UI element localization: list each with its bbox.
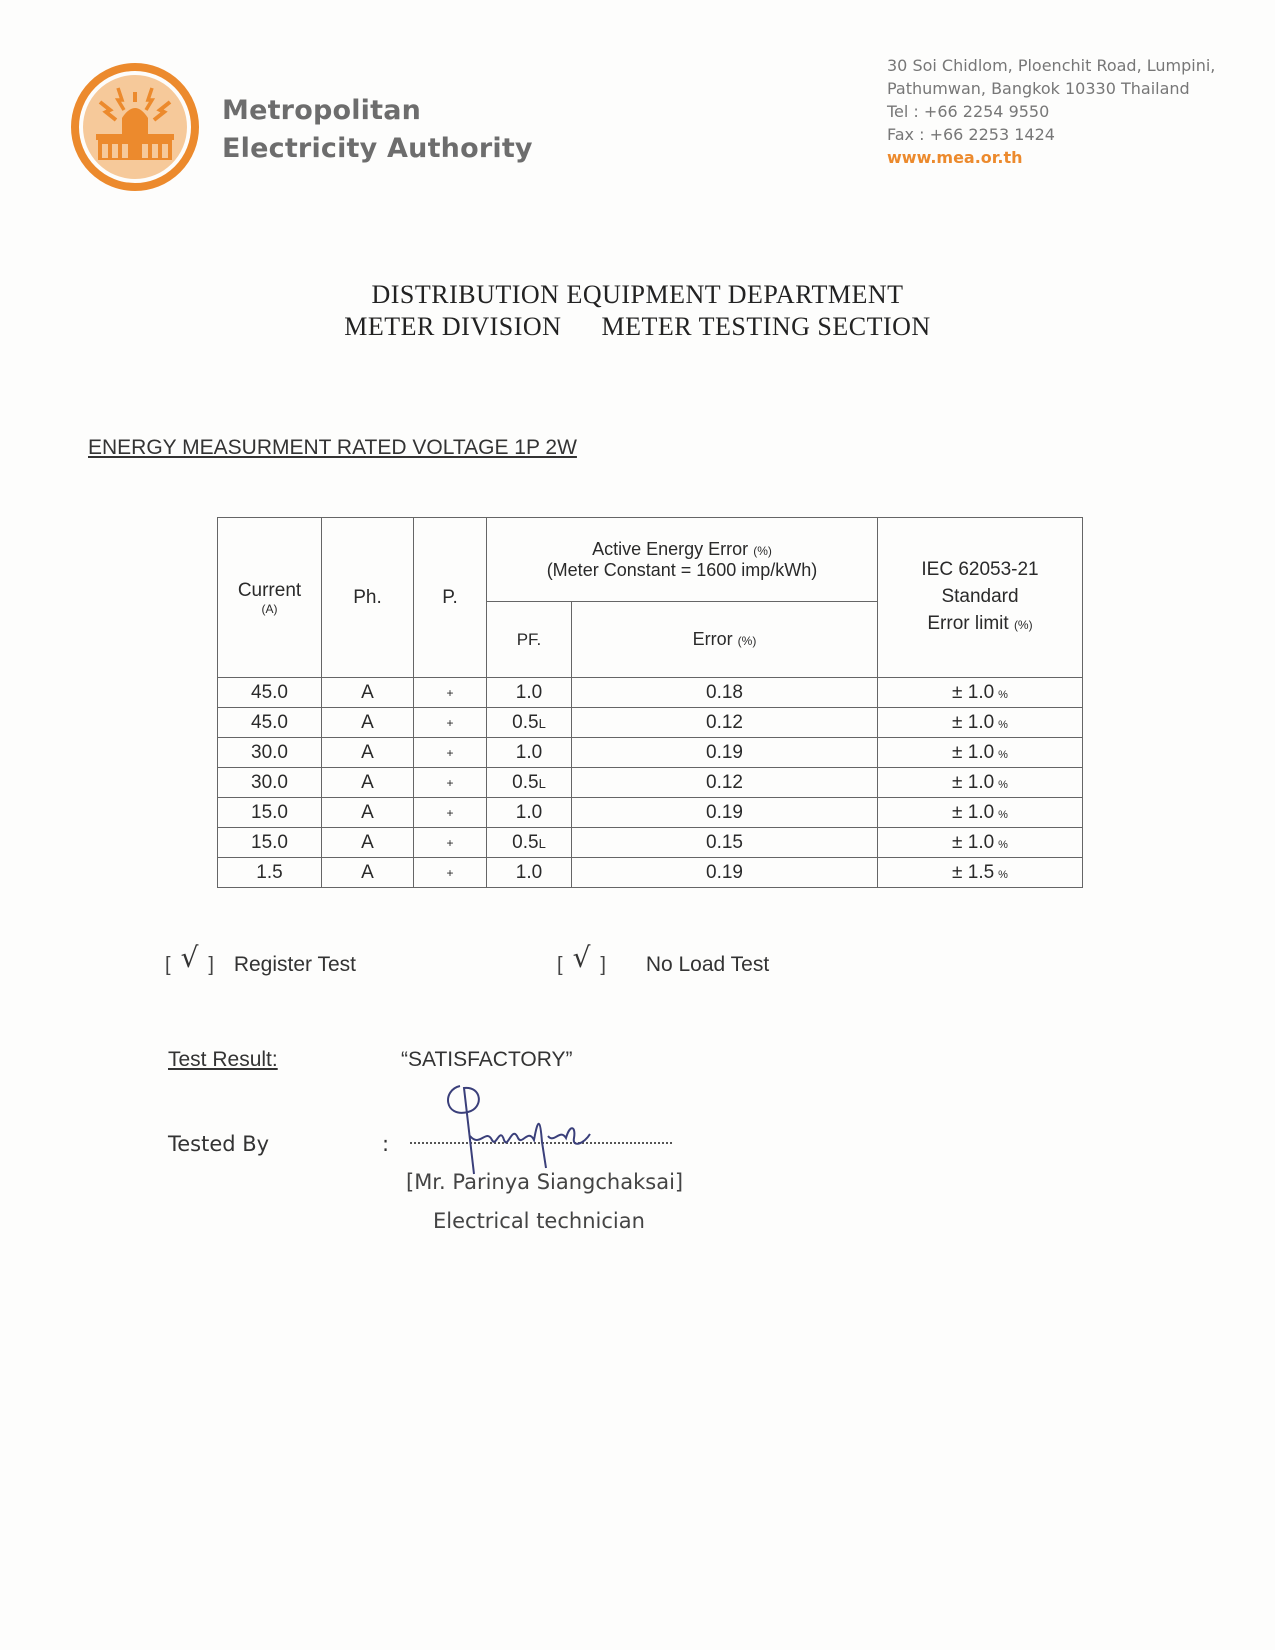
table-row	[218, 768, 1083, 798]
pf-value: 0.5	[512, 831, 539, 853]
measurement-section-title: ENERGY MEASURMENT RATED VOLTAGE 1P 2W	[88, 436, 577, 459]
pf-cell	[487, 798, 572, 828]
phase-cell: A	[322, 858, 414, 888]
limit-unit: %	[998, 718, 1008, 731]
measurement-table	[217, 517, 1083, 888]
limit-cell	[878, 858, 1083, 888]
technician-title: Electrical technician	[433, 1209, 645, 1233]
table-row	[218, 828, 1083, 858]
error-cell: 0.19	[572, 738, 878, 768]
error-cell: 0.12	[572, 708, 878, 738]
current-cell: 30.0	[218, 768, 322, 798]
limit-value: ± 1.0	[952, 681, 995, 703]
limit-cell	[878, 708, 1083, 738]
table-row	[218, 708, 1083, 738]
error-cell: 0.12	[572, 768, 878, 798]
pf-suffix: L	[538, 835, 546, 851]
limit-cell	[878, 678, 1083, 708]
header-pf: PF.	[487, 602, 572, 678]
pf-cell	[487, 828, 572, 858]
mea-logo-icon	[70, 62, 200, 192]
fax-number: Fax : +66 2253 1424	[887, 125, 1055, 144]
limit-value: ± 1.0	[952, 771, 995, 793]
organization-name	[222, 92, 533, 168]
no-load-test-checkmark-icon: √	[572, 941, 591, 974]
pf-cell	[487, 738, 572, 768]
no-load-test-check	[557, 941, 770, 978]
register-test-bracket-open: [	[165, 954, 171, 976]
header-active-energy: Active Energy Error (%) (Meter Constant = 1600 imp/kWh)	[487, 518, 878, 602]
handwritten-signature-icon	[440, 1078, 610, 1178]
pf-cell	[487, 708, 572, 738]
department-title: DISTRIBUTION EQUIPMENT DEPARTMENT	[371, 280, 904, 309]
website-link[interactable]: www.mea.or.th	[887, 148, 1023, 167]
org-name-line2: Electricity Authority	[222, 133, 533, 164]
header-p: P.	[414, 518, 487, 678]
p-cell: +	[414, 708, 487, 738]
limit-value: ± 1.0	[952, 711, 995, 733]
pf-suffix: L	[538, 775, 546, 791]
tel-number: Tel : +66 2254 9550	[887, 102, 1050, 121]
limit-cell	[878, 768, 1083, 798]
error-cell: 0.19	[572, 798, 878, 828]
p-cell: +	[414, 678, 487, 708]
division-section-title	[0, 312, 1275, 342]
pf-cell	[487, 858, 572, 888]
limit-unit: %	[998, 838, 1008, 851]
p-cell: +	[414, 798, 487, 828]
phase-cell: A	[322, 798, 414, 828]
phase-cell: A	[322, 708, 414, 738]
p-cell: +	[414, 768, 487, 798]
current-cell: 30.0	[218, 738, 322, 768]
p-cell: +	[414, 858, 487, 888]
limit-cell	[878, 738, 1083, 768]
register-test-bracket-close: ]	[208, 954, 214, 976]
phase-cell: A	[322, 678, 414, 708]
limit-cell	[878, 828, 1083, 858]
p-cell: +	[414, 828, 487, 858]
technician-name: [Mr. Parinya Siangchaksai]	[406, 1170, 684, 1194]
current-cell: 15.0	[218, 828, 322, 858]
limit-value: ± 1.0	[952, 741, 995, 763]
limit-unit: %	[998, 778, 1008, 791]
pf-suffix: L	[538, 715, 546, 731]
table-row	[218, 858, 1083, 888]
current-cell: 45.0	[218, 678, 322, 708]
limit-value: ± 1.0	[952, 801, 995, 823]
measurement-rows	[218, 678, 1083, 888]
division-title: METER DIVISION	[344, 312, 562, 341]
no-load-test-bracket-open: [	[557, 954, 563, 976]
limit-value: ± 1.0	[952, 831, 995, 853]
register-test-checkmark-icon: √	[180, 941, 199, 974]
error-cell: 0.18	[572, 678, 878, 708]
limit-unit: %	[998, 688, 1008, 701]
header-error: Error (%)	[572, 602, 878, 678]
tested-by-colon: :	[382, 1132, 390, 1156]
pf-cell	[487, 678, 572, 708]
test-result-value: “SATISFACTORY”	[401, 1048, 573, 1071]
org-name-line1: Metropolitan	[222, 95, 422, 126]
phase-cell: A	[322, 828, 414, 858]
pf-cell	[487, 768, 572, 798]
no-load-test-label: No Load Test	[645, 953, 770, 976]
section-name: METER TESTING SECTION	[601, 312, 931, 341]
pf-value: 1.0	[515, 801, 543, 823]
no-load-test-bracket-close: ]	[600, 954, 606, 976]
current-cell: 1.5	[218, 858, 322, 888]
limit-unit: %	[998, 748, 1008, 761]
table-row	[218, 798, 1083, 828]
pf-value: 1.0	[515, 861, 543, 883]
address-line2: Pathumwan, Bangkok 10330 Thailand	[887, 79, 1190, 98]
error-cell: 0.19	[572, 858, 878, 888]
table-row	[218, 738, 1083, 768]
register-test-label: Register Test	[233, 953, 356, 976]
limit-unit: %	[998, 808, 1008, 821]
pf-value: 1.0	[515, 681, 543, 703]
header-current: Current (A)	[218, 518, 322, 678]
test-result-label: Test Result:	[168, 1048, 278, 1071]
header-standard: IEC 62053-21 Standard Error limit (%)	[878, 518, 1083, 678]
p-cell: +	[414, 738, 487, 768]
header-phase: Ph.	[322, 518, 414, 678]
phase-cell: A	[322, 738, 414, 768]
address-block	[887, 54, 1215, 169]
register-test-check	[165, 941, 356, 978]
error-cell: 0.15	[572, 828, 878, 858]
limit-value: ± 1.5	[952, 861, 995, 883]
pf-value: 0.5	[512, 771, 539, 793]
pf-value: 0.5	[512, 711, 539, 733]
current-cell: 45.0	[218, 708, 322, 738]
tested-by-label: Tested By	[168, 1132, 270, 1156]
current-cell: 15.0	[218, 798, 322, 828]
limit-unit: %	[998, 868, 1008, 881]
limit-cell	[878, 798, 1083, 828]
phase-cell: A	[322, 768, 414, 798]
address-line1: 30 Soi Chidlom, Ploenchit Road, Lumpini,	[887, 56, 1216, 75]
pf-value: 1.0	[515, 741, 543, 763]
table-row	[218, 678, 1083, 708]
